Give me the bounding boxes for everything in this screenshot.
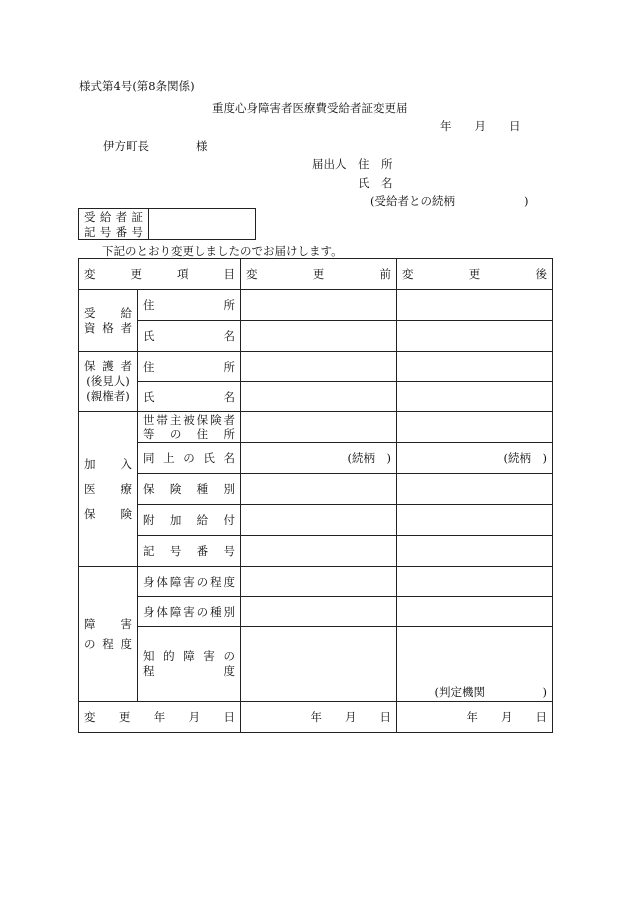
change-date-before-text: 年 月 日	[310, 710, 391, 724]
disability-group-label: 障 害 の程度	[79, 567, 138, 702]
table-row	[79, 474, 553, 505]
applicant-address-label: 住 所	[358, 157, 393, 171]
change-date-after[interactable]	[397, 702, 553, 733]
judging-agency: (判定機関 )	[434, 685, 547, 699]
head-name-after[interactable]	[397, 443, 553, 474]
header-before: 変更前	[241, 259, 397, 290]
physical-degree-label: 身体障害の程度	[138, 567, 241, 597]
recipient-group-label: 受 給 資格者	[79, 290, 138, 352]
recipient-address-before[interactable]	[241, 290, 397, 321]
change-date-label: 変更年月日	[79, 702, 241, 733]
table-row	[79, 352, 553, 382]
physical-degree-before[interactable]	[241, 567, 397, 597]
intro-text: 下記のとおり変更しましたのでお届けします。	[102, 244, 343, 258]
applicant-label: 届出人	[312, 157, 347, 171]
table-row	[79, 627, 553, 702]
physical-type-after[interactable]	[397, 597, 553, 627]
relation-note: (受給者との続柄 )	[370, 194, 529, 208]
recipient-name-after[interactable]	[397, 321, 553, 352]
guardian-address-label: 住所	[138, 352, 241, 382]
change-table	[78, 258, 553, 733]
change-date-row	[79, 702, 553, 733]
recipient-name-label: 氏名	[138, 321, 241, 352]
insurance-group-label: 加入 医療 保険	[79, 412, 138, 567]
applicant-name-label: 氏 名	[358, 176, 393, 190]
header-after: 変更後	[397, 259, 553, 290]
certificate-label-line1: 受給者証	[84, 210, 143, 224]
physical-type-before[interactable]	[241, 597, 397, 627]
submission-date: 年 月 日	[440, 119, 521, 133]
intellectual-degree-after[interactable]	[397, 627, 553, 702]
physical-degree-after[interactable]	[397, 567, 553, 597]
head-address-after[interactable]	[397, 412, 553, 443]
table-row	[79, 443, 553, 474]
certificate-number-box	[78, 208, 256, 240]
change-date-before[interactable]	[241, 702, 397, 733]
table-row	[79, 321, 553, 352]
guardian-name-label: 氏名	[138, 382, 241, 412]
intellectual-degree-before[interactable]	[241, 627, 397, 702]
document-title: 重度心身障害者医療費受給者証変更届	[212, 101, 408, 115]
guardian-name-before[interactable]	[241, 382, 397, 412]
symbol-number-after[interactable]	[397, 536, 553, 567]
insurance-type-after[interactable]	[397, 474, 553, 505]
symbol-number-label: 記号番号	[138, 536, 241, 567]
table-row	[79, 382, 553, 412]
table-row	[79, 597, 553, 627]
table-row	[79, 412, 553, 443]
relation-after: (続柄 )	[503, 451, 547, 465]
guardian-address-before[interactable]	[241, 352, 397, 382]
certificate-label-line2: 記号番号	[84, 225, 143, 239]
head-address-label: 世帯主被保険者 等の住所	[138, 412, 241, 443]
form-number: 様式第4号(第8条関係)	[79, 79, 195, 93]
additional-benefit-after[interactable]	[397, 505, 553, 536]
addressee: 伊方町長	[103, 139, 149, 153]
insurance-type-label: 保険種別	[138, 474, 241, 505]
recipient-address-label: 住所	[138, 290, 241, 321]
change-date-after-text: 年 月 日	[466, 710, 547, 724]
guardian-group-label: 保護者 (後見人) (親権者)	[79, 352, 138, 412]
table-row	[79, 567, 553, 597]
physical-type-label: 身体障害の種別	[138, 597, 241, 627]
recipient-address-after[interactable]	[397, 290, 553, 321]
additional-benefit-label: 附加給付	[138, 505, 241, 536]
certificate-number-label	[79, 209, 149, 239]
head-name-before[interactable]	[241, 443, 397, 474]
intellectual-degree-label: 知的障害の 程度	[138, 627, 241, 702]
addressee-suffix: 様	[196, 139, 208, 153]
guardian-name-after[interactable]	[397, 382, 553, 412]
recipient-name-before[interactable]	[241, 321, 397, 352]
guardian-address-after[interactable]	[397, 352, 553, 382]
symbol-number-before[interactable]	[241, 536, 397, 567]
insurance-type-before[interactable]	[241, 474, 397, 505]
table-row	[79, 290, 553, 321]
head-address-before[interactable]	[241, 412, 397, 443]
head-name-label: 同上の氏名	[138, 443, 241, 474]
table-row	[79, 536, 553, 567]
additional-benefit-before[interactable]	[241, 505, 397, 536]
header-row	[79, 259, 553, 290]
relation-before: (続柄 )	[347, 451, 391, 465]
table-row	[79, 505, 553, 536]
header-item: 変更項目	[79, 259, 241, 290]
